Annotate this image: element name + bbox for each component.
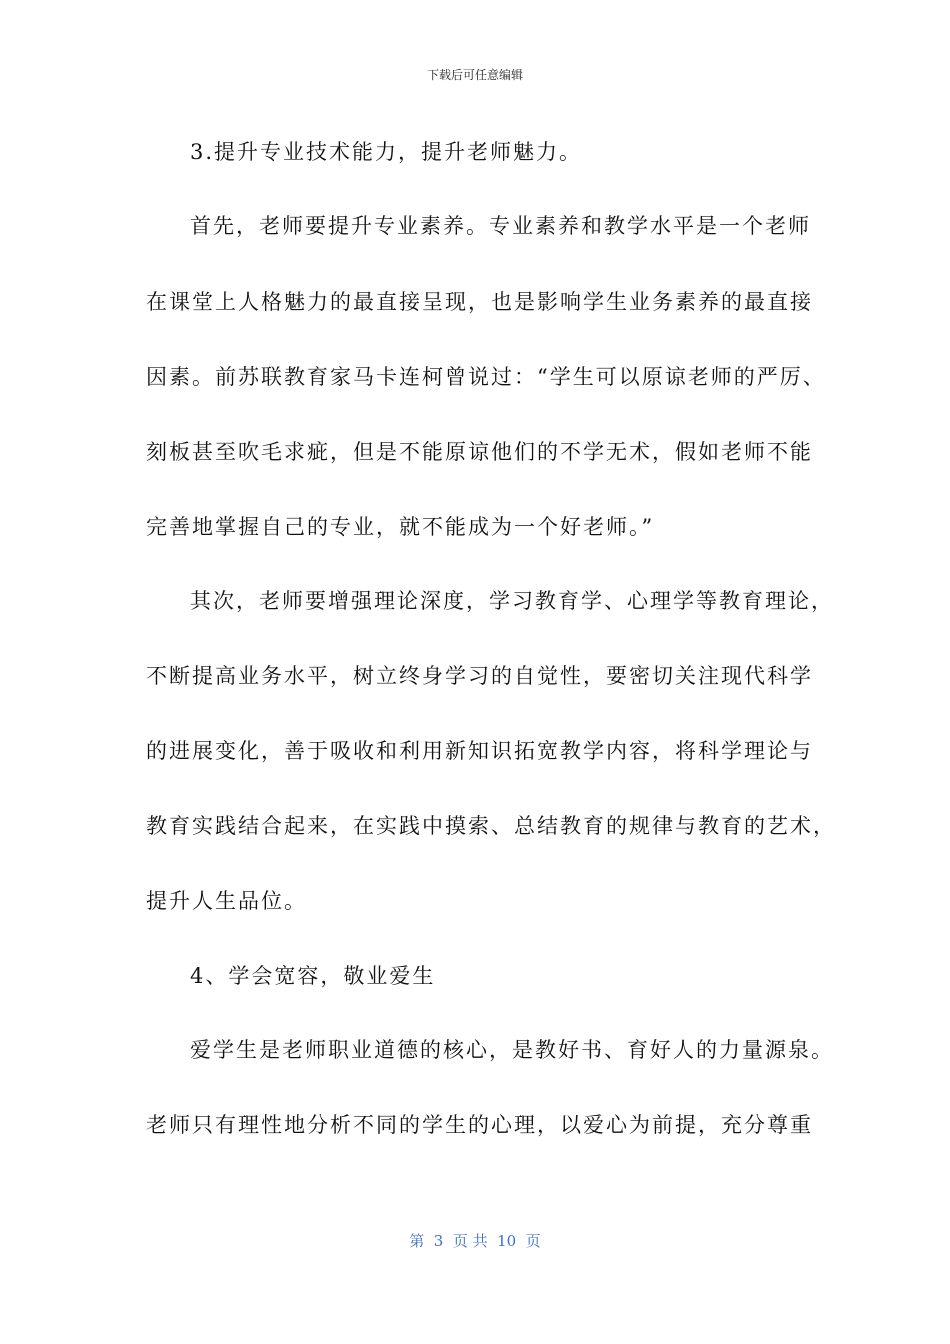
- page-header: 下载后可任意编辑: [426, 68, 523, 82]
- paragraph-line: 的进展变化，善于吸收和利用新知识拓宽教学内容，将科学理论与: [146, 739, 813, 763]
- paragraph-line: 首先，老师要提升专业素养。专业素养和教学水平是一个老师: [190, 214, 811, 238]
- paragraph-heading: 4、学会宽容，敬业爱生: [190, 964, 436, 988]
- paragraph-line: 在课堂上人格魅力的最直接呈现，也是影响学生业务素养的最直接: [146, 290, 813, 314]
- paragraph-line: 老师只有理性地分析不同的学生的心理，以爱心为前提，充分尊重: [146, 1113, 813, 1137]
- paragraph-line: 不断提高业务水平，树立终身学习的自觉性，要密切关注现代科学: [146, 664, 813, 688]
- paragraph-line: 其次，老师要增强理论深度，学习教育学、心理学等教育理论，: [190, 589, 834, 613]
- paragraph-line: 爱学生是老师职业道德的核心，是教好书、育好人的力量源泉。: [190, 1038, 834, 1062]
- page-number-footer: 第 3 页 共 10 页: [409, 1232, 541, 1250]
- paragraph-heading: 3.提升专业技术能力，提升老师魅力。: [190, 140, 583, 164]
- paragraph-line: 提升人生品位。: [146, 889, 307, 913]
- paragraph-line: 刻板甚至吹毛求疵，但是不能原谅他们的不学无术，假如老师不能: [146, 440, 813, 464]
- paragraph-line: 教育实践结合起来，在实践中摸索、总结教育的规律与教育的艺术，: [146, 814, 836, 838]
- paragraph-line: 完善地掌握自己的专业，就不能成为一个好老师。”: [146, 515, 655, 539]
- paragraph-line: 因素。前苏联教育家马卡连柯曾说过：“学生可以原谅老师的严厉、: [146, 365, 826, 389]
